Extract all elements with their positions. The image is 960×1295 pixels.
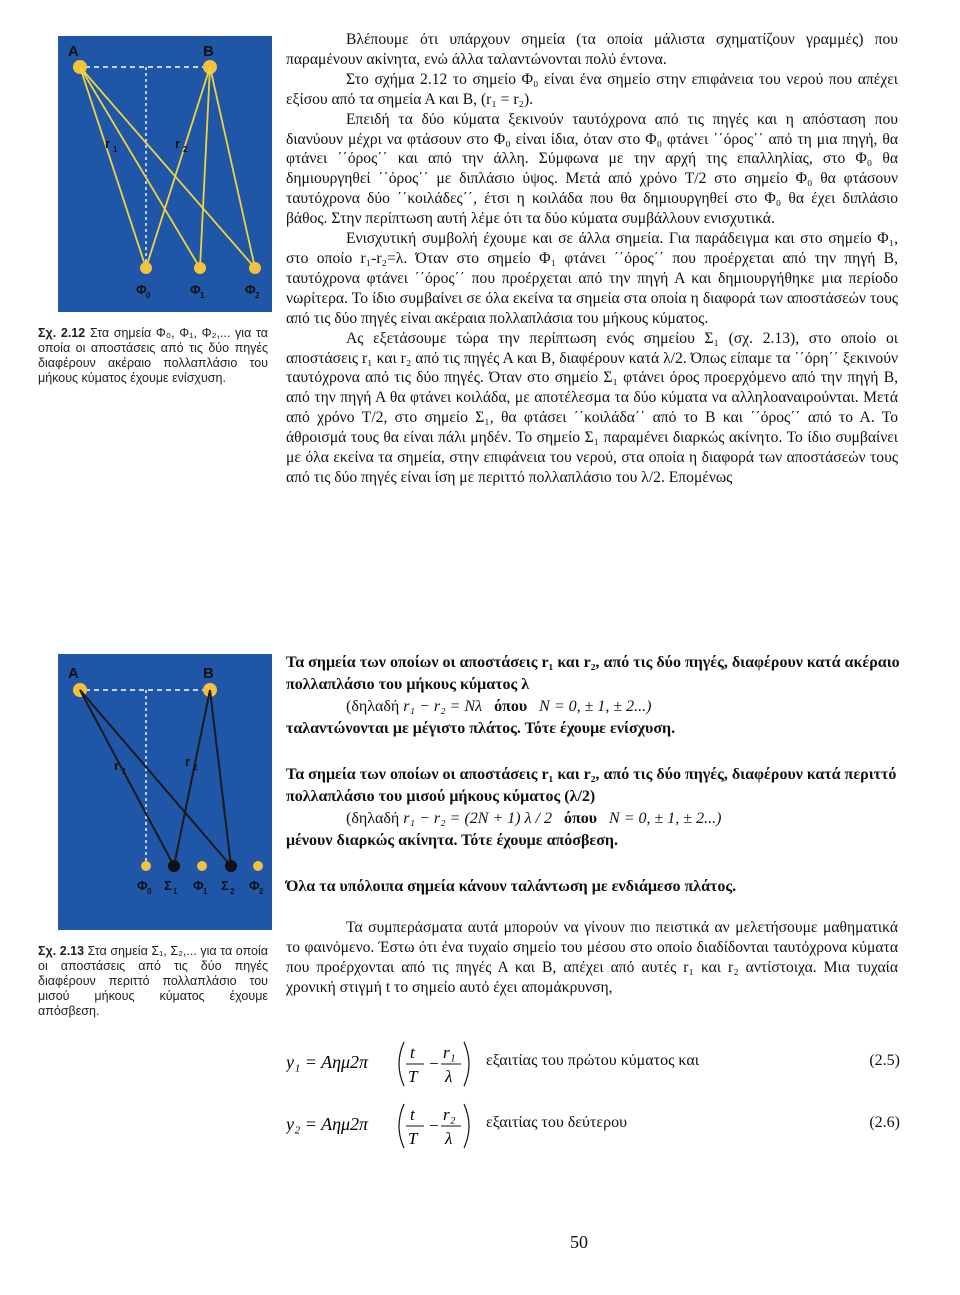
label-phi1-sub: 1 (200, 291, 205, 300)
equation-2-5-formula (286, 1036, 476, 1092)
rule-intermediate-text: Όλα τα υπόλοιπα σημεία κάνουν ταλάντωση με ενδιάμεσο πλάτος. (286, 878, 737, 895)
rule-constructive-result: ταλαντώνονται με μέγιστο πλάτος. Τότε έχουμε ενίσχυση. (286, 720, 676, 737)
figure-2-13 (58, 654, 272, 930)
label-sigma1: Σ (164, 878, 172, 893)
label-r2: r (175, 136, 181, 151)
phi1-dot (194, 262, 206, 274)
right-paren (464, 1104, 469, 1148)
rule-constructive-equation (286, 696, 906, 718)
frac-t: t (410, 1043, 415, 1062)
rule-intermediate (286, 876, 906, 898)
rule-destructive-result: μένουν διαρκώς ακίνητα. Τότε έχουμε απόσβεση. (286, 832, 619, 849)
main-text-top (286, 30, 898, 488)
label-r1: r (105, 136, 111, 151)
left-paren (399, 1042, 404, 1086)
frac-t: t (410, 1105, 415, 1124)
label-phi2-sub: 2 (255, 291, 260, 300)
left-paren (399, 1104, 404, 1148)
label-sigma2: Σ (221, 878, 229, 893)
rule-destructive-equation (286, 808, 906, 830)
frac-r: r₂ (443, 1105, 456, 1124)
phi2-dot (249, 262, 261, 274)
equation-2-6-text: εξαιτίας του δεύτερου (486, 1114, 627, 1131)
figure-2-12 (58, 36, 272, 312)
main-text-bottom (286, 918, 898, 998)
frac-lambda: λ (445, 1129, 453, 1148)
eq-formula: r₁ − r₂ = Nλ (403, 698, 483, 715)
frac-T: T (408, 1129, 418, 1148)
caption-number: Σχ. 2.12 (38, 326, 86, 340)
paragraph-5: Ας εξετάσουμε τώρα την περίπτωση ενός σημείου Σ₁ (σχ. 2.13), στο οποίο οι αποστάσεις r₁ και r₂ από τις πηγές Α και Β, διαφέρουν κατά λ/2. Όπως είπαμε τα ΄΄όρη΄΄ ξεκινούν ταυτόχρονα από τις δύο πηγές. Όταν στο σημείο Σ₁ φτάνει όρος προερχόμενο από την πηγή Β, από την πηγή Α θα φτάνει κοιλάδα, με αποτέλεσμα τα δύο κύματα να αλληλοαναιρούνται. Μετά από χρόνο T/2, στο σημείο Σ₁, θα φτάσει ΄΄κοιλάδα΄΄ από το Β και ΄΄όρος΄΄ από το Α. Το άθροισμά τους θα είναι πάλι μηδέν. Το σημείο Σ₁ παραμένει διαρκώς ακίνητο. Το ίδιο συμβαίνει με όλα εκείνα τα σημεία, στην επιφάνεια του νερού, στα οποία η διαφορά των αποστάσεών τους από τις δύο πηγές είναι ίση με περιττό πολλαπλάσιο του λ/2. Επομένως (286, 329, 898, 486)
label-phi2-sub: 2 (259, 887, 264, 896)
label-b: B (203, 43, 214, 60)
label-a: A (68, 43, 79, 60)
interference-diagram (58, 36, 272, 312)
eq-range: N = 0, ± 1, ± 2...) (609, 810, 722, 827)
eq-where: όπου (494, 698, 528, 715)
label-r2-sub: 2 (193, 763, 198, 772)
rule-destructive-text: Τα σημεία των οποίων οι αποστάσεις r₁ και r₂, από τις δύο πηγές, διαφέρουν κατά περιττό πολλαπλάσιο του μισού μήκους κύματος (λ/2) (286, 766, 897, 805)
figure-2-13-caption (38, 944, 268, 1019)
eq-range: N = 0, ± 1, ± 2...) (539, 698, 652, 715)
frac-lambda: λ (445, 1067, 453, 1086)
page-number: 50 (570, 1232, 588, 1252)
eq-lhs: y₁ = Aημ2π (286, 1052, 369, 1072)
rule-constructive (286, 652, 906, 740)
label-phi2: Φ (249, 878, 260, 893)
minus-sign: − (428, 1054, 440, 1073)
rule-destructive (286, 764, 906, 852)
label-r2-sub: 2 (183, 145, 188, 154)
eq-formula: r₁ − r₂ = (2N + 1) λ / 2 (403, 810, 552, 827)
sigma2-dot (225, 860, 237, 872)
phi0-dot (141, 861, 151, 871)
label-r2: r (185, 754, 191, 769)
frac-r: r₁ (443, 1043, 456, 1062)
label-phi1: Φ (193, 878, 204, 893)
equation-2-5 (286, 1036, 900, 1092)
paragraph-6: Τα συμπεράσματα αυτά μπορούν να γίνουν πιο πειστικά αν μελετήσουμε μαθηματικά το φαινόμενο. Έστω ότι ένα τυχαίο σημείο του μέσου στο οποίο διαδίδονται ταυτόχρονα κύματα που προέρχονται από τις πηγές Α και Β, απέχει από αυτές r₁ και r₂ αντίστοιχα. Μια τυχαία χρονική στιγμή t το σημείο αυτό έχει απομάκρυνση, (286, 919, 898, 996)
paragraph-3: Επειδή τα δύο κύματα ξεκινούν ταυτόχρονα από τις πηγές και η απόσταση που διανύουν μέχρι να φτάσουν στο Φ₀ είναι ίδια, όταν στο Φ₀ φτάνει ΄΄όρος΄΄ από τη μια πηγή, θα φτάνει ΄΄όρος΄΄ και από την άλλη. Σύμφωνα με την αρχή της επαλληλίας, στο Φ₀ θα δημιουργηθεί ΄΄όρος΄΄ με διπλάσιο ύψος. Μετά από χρόνο T/2 στο σημείο Φ₀ θα φτάσουν ταυτόχρονα δύο ΄΄κοιλάδες΄΄, έτσι η κοιλάδα που θα δημιουργηθεί στο Φ₀ θα έχει διπλάσιο βάθος. Στην περίπτωση αυτή λέμε ότι τα δύο κύματα συμβάλλουν ενισχυτικά. (286, 110, 898, 228)
label-phi1: Φ (190, 282, 201, 297)
frac-T: T (408, 1067, 418, 1086)
label-a: A (68, 665, 79, 682)
label-phi0-sub: 0 (147, 887, 152, 896)
caption-text: Στα σημεία Σ₁, Σ₂,... για τα οποία οι αποστάσεις από τις δύο πηγές διαφέρουν περιττό πολλαπλάσιο του μισού μήκους κύματος έχουμε απόσβεση. (38, 944, 268, 1018)
equation-2-5-number: (2.5) (869, 1052, 900, 1069)
label-sigma1-sub: 1 (173, 887, 178, 896)
equation-2-6-formula (286, 1098, 476, 1154)
label-phi0-sub: 0 (146, 291, 151, 300)
label-b: B (203, 665, 214, 682)
label-phi1-sub: 1 (203, 887, 208, 896)
caption-text: Στα σημεία Φ₀, Φ₁, Φ₂,... για τα οποία οι αποστάσεις από τις δύο πηγές διαφέρουν ακέραιο πολλαπλάσιο του μήκους κύματος έχουμε ενίσχυση. (38, 326, 268, 385)
label-sigma2-sub: 2 (230, 887, 235, 896)
phi0-dot (140, 262, 152, 274)
sigma1-dot (168, 860, 180, 872)
label-phi0: Φ (136, 282, 147, 297)
paragraph-2: Στο σχήμα 2.12 το σημείο Φ₀ είναι ένα σημείο στην επιφάνεια του νερού που απέχει εξίσου από τα σημεία Α και Β, (r₁ = r₂). (286, 70, 898, 108)
label-phi0: Φ (137, 878, 148, 893)
eq-lhs: y₂ = Aημ2π (286, 1114, 369, 1134)
phi1-dot (197, 861, 207, 871)
cancellation-diagram (58, 654, 272, 930)
label-phi2: Φ (245, 282, 256, 297)
label-r1-sub: 1 (122, 767, 127, 776)
label-r1: r (114, 758, 120, 773)
caption-number: Σχ. 2.13 (38, 944, 85, 958)
phi2-dot (253, 861, 263, 871)
eq-prefix: (δηλαδή (346, 810, 404, 827)
right-paren (464, 1042, 469, 1086)
equation-2-5-text: εξαιτίας του πρώτου κύματος και (486, 1052, 700, 1069)
rule-constructive-text: Τα σημεία των οποίων οι αποστάσεις r₁ και r₂, από τις δύο πηγές, διαφέρουν κατά ακέραιο πολλαπλάσιο του μήκους κύματος λ (286, 654, 900, 693)
eq-prefix: (δηλαδή (346, 698, 404, 715)
label-r1-sub: 1 (113, 145, 118, 154)
eq-where: όπου (563, 810, 598, 827)
figure-2-12-caption (38, 326, 268, 386)
paragraph-4: Ενισχυτική συμβολή έχουμε και σε άλλα σημεία. Για παράδειγμα και στο σημείο Φ₁, στο οποίο r₁-r₂=λ. Όταν στο σημείο Φ₁ φτάνει ΄΄όρος΄΄ που προέρχεται από την πηγή Β, ταυτόχρονα φτάνει ΄΄όρος΄΄ που προέρχεται από την πηγή Α και δημιουργήθηκε μια περίοδο νωρίτερα. Το ίδιο συμβαίνει σε όλα εκείνα τα σημεία στα οποία η διαφορά των αποστάσεών τους από τις δύο πηγές είναι ακέραια πολλαπλάσια του μήκους κύματος. (286, 230, 898, 327)
paragraph-1: Βλέπουμε ότι υπάρχουν σημεία (τα οποία μάλιστα σχηματίζουν γραμμές) που παραμένουν ακίνητα, ενώ άλλα ταλαντώνονται πολύ έντονα. (286, 31, 898, 68)
equation-2-6 (286, 1098, 900, 1154)
equation-2-6-number: (2.6) (869, 1114, 900, 1131)
minus-sign: − (428, 1116, 440, 1135)
